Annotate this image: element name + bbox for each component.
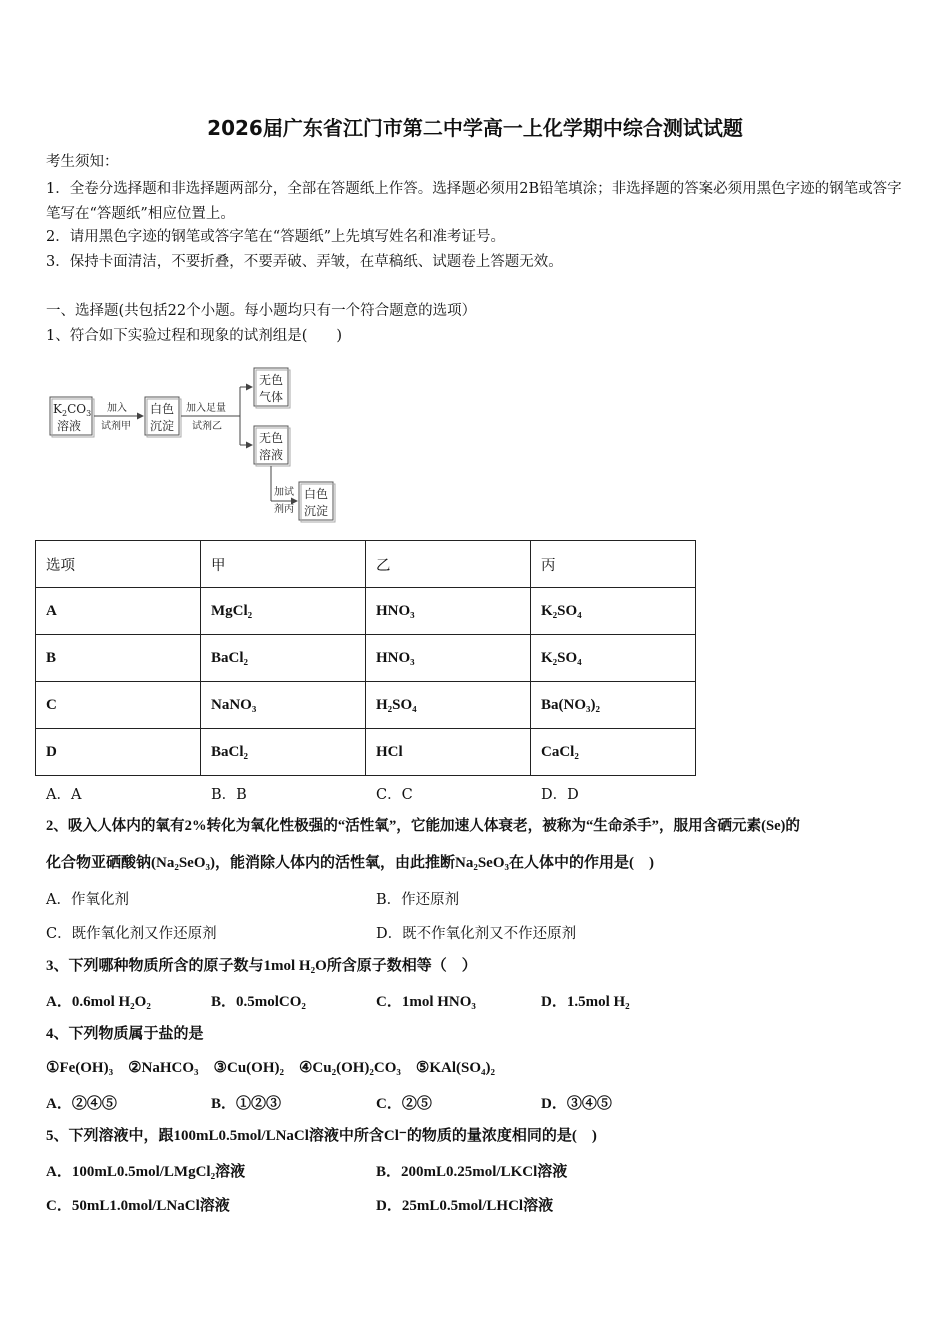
q4-option-d[interactable]: D．③④⑤ xyxy=(541,1096,612,1112)
flow-label-box2-top: 白色 xyxy=(150,402,175,416)
flow-arrow1-label-top: 加入 xyxy=(107,403,127,414)
table-header-row xyxy=(36,541,696,588)
flow-label-box3-bottom: 气体 xyxy=(259,390,284,404)
flow-arrow2-label-top: 加入足量 xyxy=(186,403,226,414)
q1-reagent-table xyxy=(35,540,696,776)
q3-option-d[interactable]: D．1.5mol H₂ xyxy=(541,994,630,1010)
q4-option-a[interactable]: A．②④⑤ xyxy=(46,1096,117,1112)
table-cell: MgCl₂ xyxy=(201,588,366,635)
table-cell: H₂SO₄ xyxy=(366,682,531,729)
q2-option-b[interactable]: B．作还原剂 xyxy=(376,892,460,908)
table-cell: A xyxy=(36,588,201,635)
q2-stem-line2: 化合物亚硒酸钠(Na₂SeO₃)，能消除人体内的活性氧，由此推断Na₂SeO₃在人体中的作用是( ) xyxy=(46,855,654,871)
table-header-cell: 甲 xyxy=(201,541,366,588)
q4-option-c[interactable]: C．②⑤ xyxy=(376,1096,432,1112)
table-cell: K₂SO₄ xyxy=(531,635,696,682)
q3-option-c[interactable]: C．1mol HNO₃ xyxy=(376,994,476,1010)
table-row xyxy=(36,588,696,635)
notice-item-3: 3．保持卡面清洁，不要折叠，不要弄破、弄皱，在草稿纸、试题卷上答题无效。 xyxy=(46,254,563,270)
table-cell: Ba(NO₃)₂ xyxy=(531,682,696,729)
flow-arrow1-label-bottom: 试剂甲 xyxy=(101,421,131,432)
q2-option-a[interactable]: A．作氧化剂 xyxy=(46,892,129,908)
flow-label-box5-bottom: 沉淀 xyxy=(304,504,329,518)
table-cell: C xyxy=(36,682,201,729)
notice-heading: 考生须知： xyxy=(46,154,119,170)
notice-item-2: 2．请用黑色字迹的钢笔或答字笔在“答题纸”上先填写姓名和准考证号。 xyxy=(46,229,506,245)
table-cell: NaNO₃ xyxy=(201,682,366,729)
table-cell: HNO₃ xyxy=(366,588,531,635)
table-cell: K₂SO₄ xyxy=(531,588,696,635)
q5-option-d[interactable]: D．25mL0.5mol/LHCl溶液 xyxy=(376,1198,554,1214)
flow-label-k2co3: $K_2CO_3$ xyxy=(53,402,92,418)
table-header-cell: 丙 xyxy=(531,541,696,588)
table-cell: BaCl₂ xyxy=(201,635,366,682)
q4-stem: 4、下列物质属于盐的是 xyxy=(46,1026,204,1042)
table-cell: D xyxy=(36,729,201,776)
flow-label-box4-bottom: 溶液 xyxy=(259,448,284,462)
table-cell: HNO₃ xyxy=(366,635,531,682)
q3-option-a[interactable]: A．0.6mol H₂O₂ xyxy=(46,994,151,1010)
table-cell: BaCl₂ xyxy=(201,729,366,776)
section-heading: 一、选择题(共包括22个小题。每小题均只有一个符合题意的选项） xyxy=(46,303,477,319)
table-row xyxy=(36,729,696,776)
flow-arrow3-label-bottom: 剂丙 xyxy=(274,504,294,515)
q1-stem: 1、符合如下实验过程和现象的试剂组是( ) xyxy=(46,328,343,344)
q5-option-b[interactable]: B．200mL0.25mol/LKCl溶液 xyxy=(376,1164,568,1180)
q4-items: ①Fe(OH)₃ ②NaHCO₃ ③Cu(OH)₂ ④Cu₂(OH)₂CO₃ ⑤KAl(SO₄)₂ xyxy=(46,1060,496,1076)
q3-option-b[interactable]: B．0.5molCO₂ xyxy=(211,994,306,1010)
flow-label-box5-top: 白色 xyxy=(304,487,329,501)
flow-label-solution: 溶液 xyxy=(57,419,82,433)
q4-option-b[interactable]: B．①②③ xyxy=(211,1096,282,1112)
flow-arrow2-label-bottom: 试剂乙 xyxy=(192,421,222,432)
flow-label-box3-top: 无色 xyxy=(259,373,284,387)
q5-option-a[interactable]: A．100mL0.5mol/LMgCl₂溶液 xyxy=(46,1164,246,1180)
page-title: 2026届广东省江门市第二中学高一上化学期中综合测试试题 xyxy=(207,116,743,140)
q2-option-c[interactable]: C．既作氧化剂又作还原剂 xyxy=(46,926,217,942)
table-cell: CaCl₂ xyxy=(531,729,696,776)
q5-option-c[interactable]: C．50mL1.0mol/LNaCl溶液 xyxy=(46,1198,230,1214)
q2-stem-line1: 2、吸入人体内的氧有2%转化为氧化性极强的“活性氧”，它能加速人体衰老，被称为“生命杀手”，服用含硒元素(Se)的 xyxy=(46,818,801,834)
q1-flow-diagram xyxy=(40,362,350,524)
flow-label-box2-bottom: 沉淀 xyxy=(150,419,175,433)
table-row xyxy=(36,682,696,729)
q1-option-b[interactable]: B．B xyxy=(211,787,247,803)
flow-arrow3-label-top: 加试 xyxy=(274,487,294,498)
table-header-cell: 乙 xyxy=(366,541,531,588)
q5-stem: 5、下列溶液中，跟100mL0.5mol/LNaCl溶液中所含Cl⁻的物质的量浓度相同的是( ) xyxy=(46,1128,597,1144)
notice-item-1: 1．全卷分选择题和非选择题两部分，全部在答题纸上作答。选择题必须用2B铅笔填涂；非选择题的答案必须用黑色字迹的钢笔或答字笔写在“答题纸”相应位置上。 xyxy=(46,181,902,222)
table-cell: HCl xyxy=(366,729,531,776)
q3-stem: 3、下列哪种物质所含的原子数与1mol H₂O所含原子数相等（ ） xyxy=(46,958,477,974)
q1-option-a[interactable]: A．A xyxy=(46,787,82,803)
table-header-cell: 选项 xyxy=(36,541,201,588)
table-cell: B xyxy=(36,635,201,682)
q2-option-d[interactable]: D．既不作氧化剂又不作还原剂 xyxy=(376,926,577,942)
flow-label-box4-top: 无色 xyxy=(259,431,284,445)
q1-option-d[interactable]: D．D xyxy=(541,787,579,803)
q1-option-c[interactable]: C．C xyxy=(376,787,413,803)
table-row xyxy=(36,635,696,682)
